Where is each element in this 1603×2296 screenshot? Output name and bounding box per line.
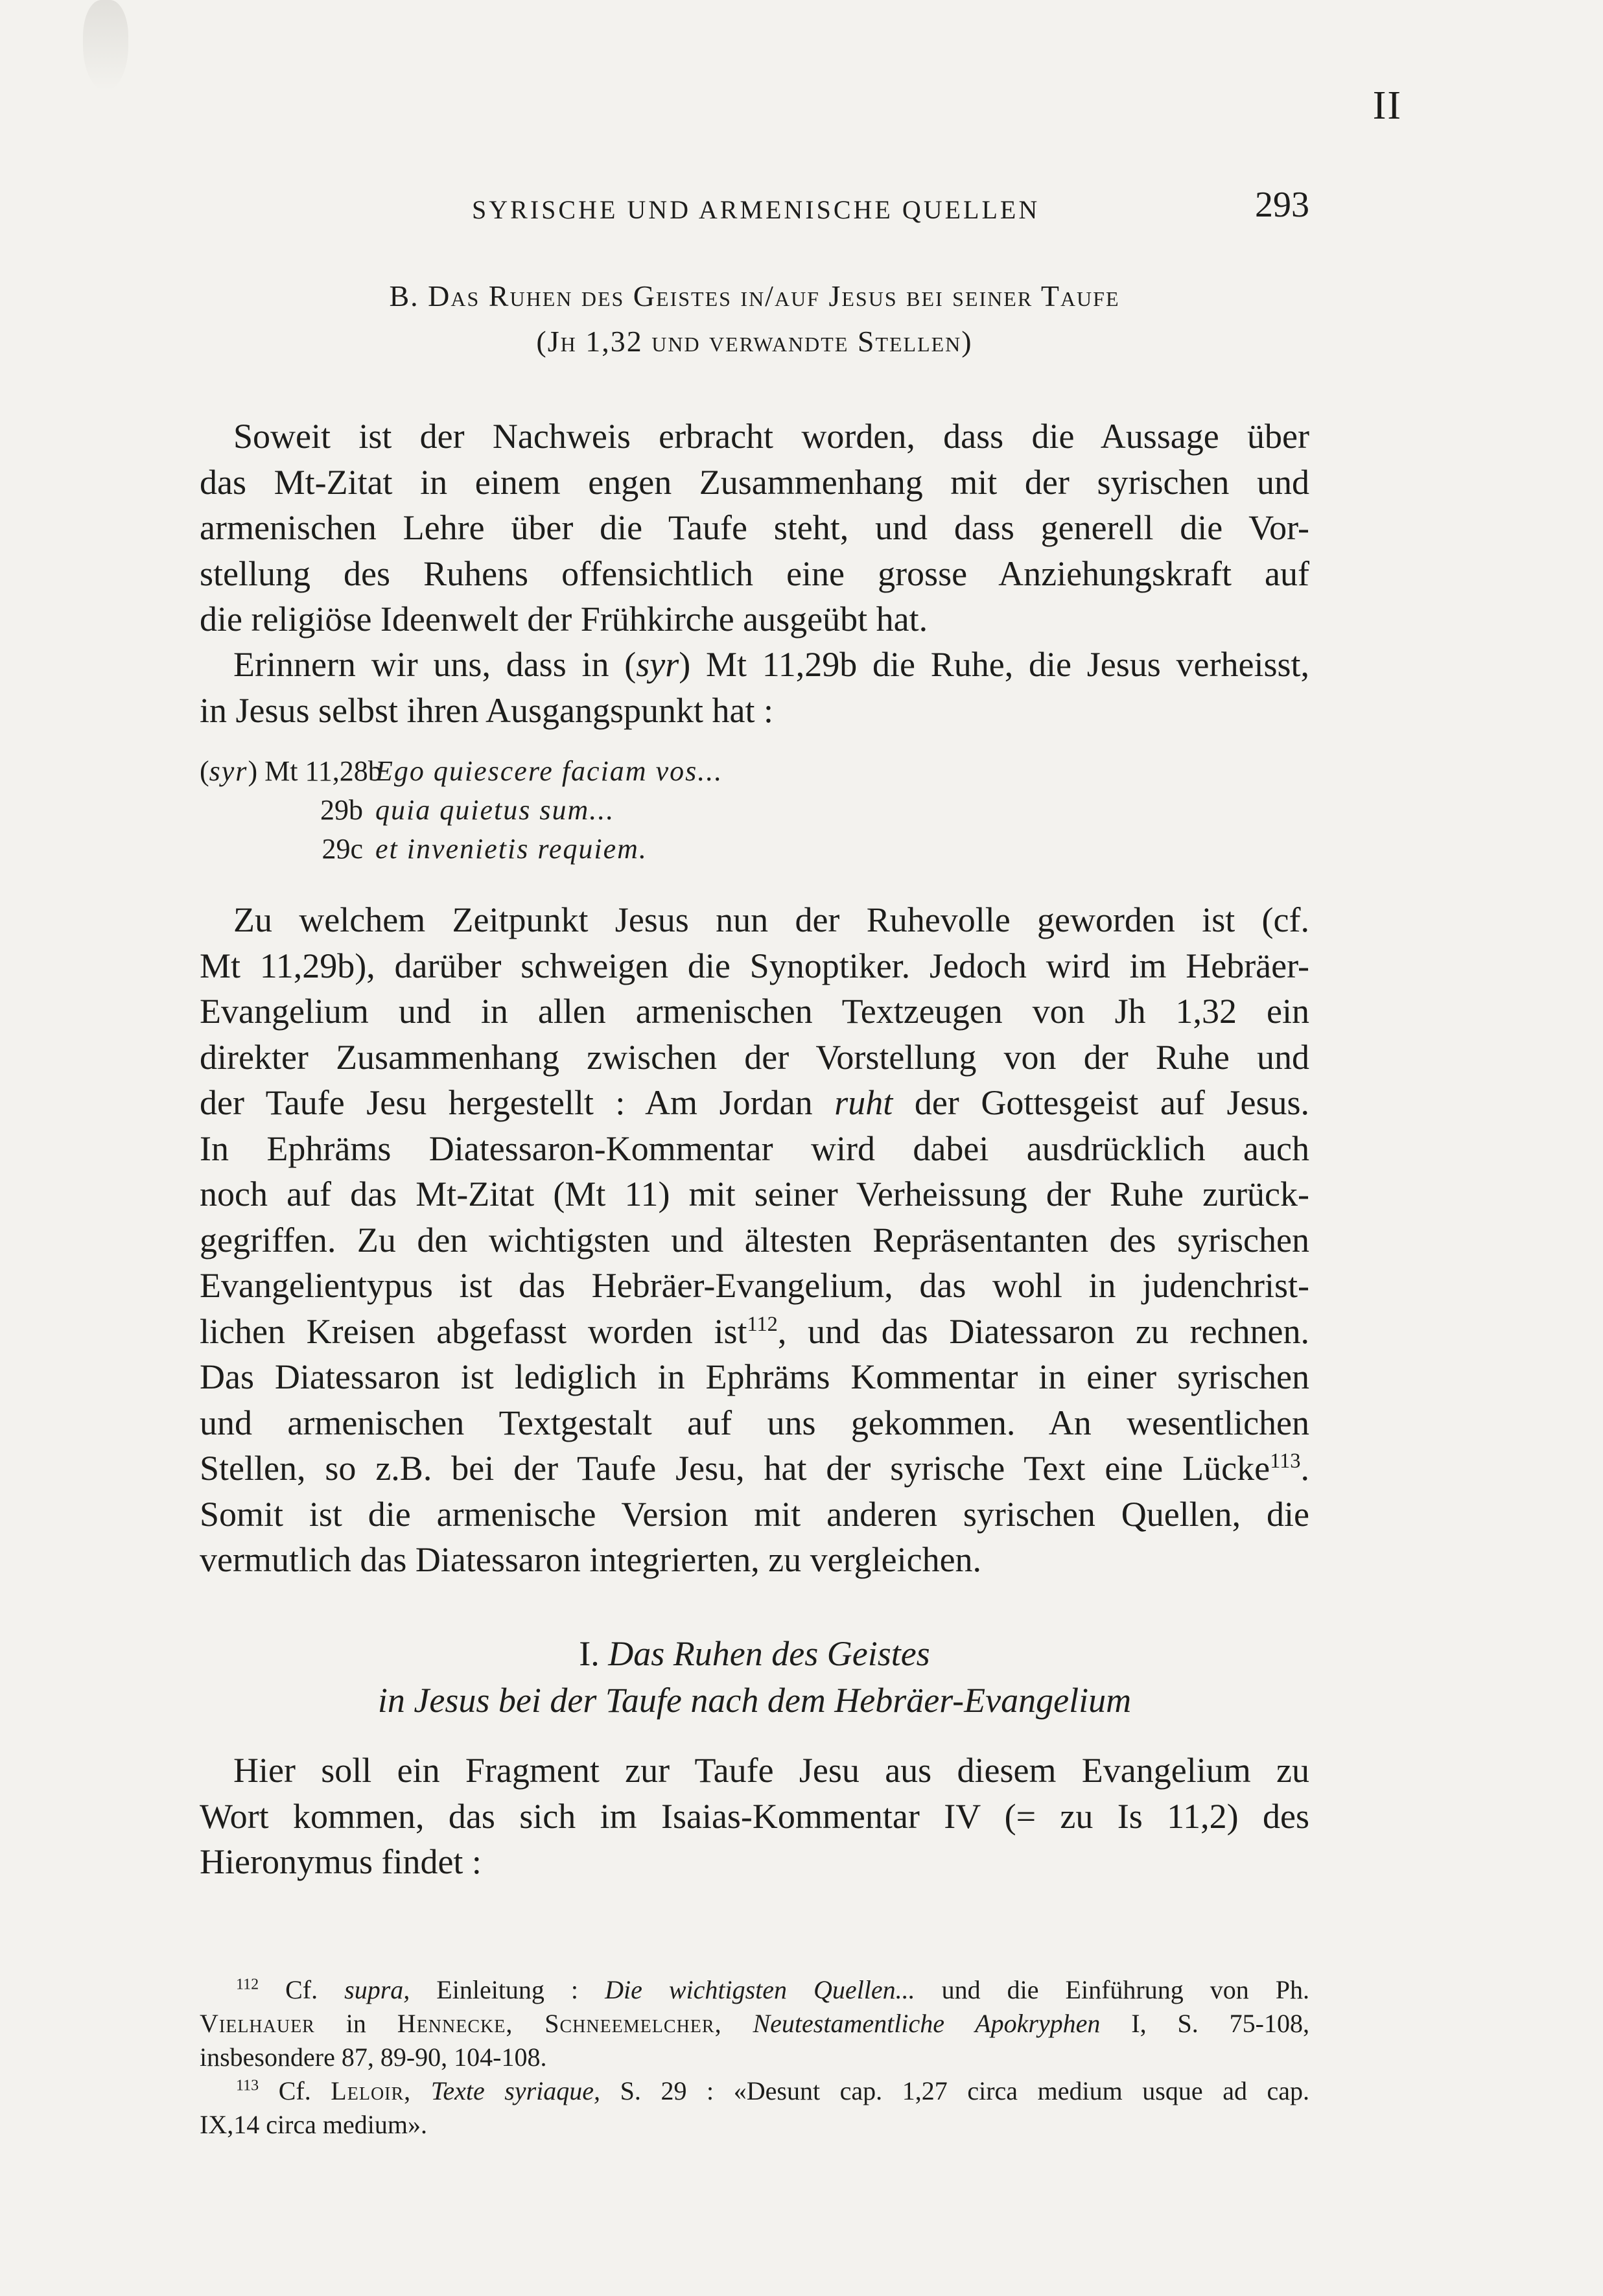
footnote-112-cont: insbesondere 87, 89-90, 104-108. — [200, 2043, 547, 2072]
text-line: Zu welchem Zeitpunkt Jesus nun der Ruhevolle geworden ist (cf. — [233, 900, 1309, 939]
author-name: Leloir, — [331, 2076, 412, 2105]
text-line: Das Diatessaron ist lediglich in Ephräms Kommentar in einer syrischen — [200, 1357, 1309, 1396]
footnote-113 — [200, 2074, 1309, 2108]
text-line: das Mt-Zitat in einem engen Zusammenhang mit der syrischen und — [200, 462, 1309, 502]
footnote-ref[interactable]: 113 — [1270, 1449, 1301, 1473]
footnote-113-cont: IX,14 circa medium». — [200, 2110, 427, 2139]
text-line — [200, 1080, 1309, 1126]
page-number: 293 — [1255, 185, 1309, 225]
italic-run: Neutestamentliche Apokryphen — [753, 2009, 1101, 2038]
text-run: ) Mt 11,29b die Ruhe, die Jesus verheisst, — [679, 645, 1310, 684]
text-line: Hieronymus findet : — [200, 1842, 482, 1881]
quote-ref: 29b — [320, 794, 363, 826]
subsection-heading-line2: in Jesus bei der Taufe nach dem Hebräer-Evangelium — [377, 1681, 1132, 1720]
text-run: Einleitung : — [410, 1975, 605, 2004]
text-run: Cf. — [285, 1975, 318, 2004]
paragraph-2 — [200, 642, 1309, 733]
section-heading-line1: B. Das Ruhen des Geistes in/auf Jesus bei seiner Taufe — [389, 279, 1120, 312]
text-line: Hier soll ein Fragment zur Taufe Jesu aus diesem Evangelium zu — [233, 1751, 1309, 1790]
text-run: Cf. — [278, 2076, 331, 2105]
text-line: In Ephräms Diatessaron-Kommentar wird dabei ausdrücklich auch — [200, 1129, 1309, 1168]
italic-run: Die wichtigsten Quellen... — [605, 1975, 915, 2004]
author-name: Hennecke, Schneemelcher, — [397, 2009, 722, 2038]
text-line: Soweit ist der Nachweis erbracht worden, dass die Aussage über — [233, 417, 1309, 456]
text-run: in — [314, 2009, 397, 2038]
footnote-number: 113 — [236, 2077, 259, 2094]
text-run: und die Einführung von Ph. — [915, 1975, 1310, 2004]
footnotes — [200, 1973, 1309, 2142]
quote-text: et invenietis requiem. — [375, 833, 648, 865]
italic-run: syr — [636, 645, 679, 684]
text-line: noch auf das Mt-Zitat (Mt 11) mit seiner Verheissung der Ruhe zurück- — [200, 1175, 1309, 1213]
author-name: Vielhauer — [200, 2009, 315, 2038]
running-head-title: SYRISCHE UND ARMENISCHE QUELLEN — [472, 195, 1040, 224]
text-line: direkter Zusammenhang zwischen der Vorstellung von der Ruhe und — [200, 1037, 1309, 1077]
quote-ref: 29c — [322, 833, 363, 865]
text-line: die religiöse Ideenwelt der Frühkirche ausgeübt hat. — [200, 600, 928, 638]
quote-row — [200, 791, 723, 830]
subsection-title: Das Ruhen des Geistes — [608, 1634, 930, 1673]
text-run: lichen Kreisen abgefasst worden ist — [200, 1311, 747, 1351]
text-run: Stellen, so z.B. bei der Taufe Jesu, hat der syrische Text eine Lücke — [200, 1449, 1270, 1488]
running-head — [200, 187, 1309, 239]
italic-run: Texte syriaque, — [430, 2076, 601, 2105]
text-line: vermutlich das Diatessaron integrierten, zu vergleichen. — [200, 1540, 982, 1579]
quote-row — [200, 830, 723, 869]
text-run — [722, 2009, 753, 2038]
paragraph-1 — [200, 414, 1309, 642]
scan-smudge — [83, 0, 128, 91]
text-run: S. 29 : «Desunt cap. 1,27 circa medium usque ad cap. — [600, 2076, 1310, 2105]
quote-text: quia quietus sum... — [375, 794, 615, 826]
text-line: gegriffen. Zu den wichtigsten und ältesten Repräsentanten des syrischen — [200, 1220, 1309, 1259]
text-run — [411, 2076, 431, 2105]
footnote-112-cont — [200, 2007, 1309, 2041]
quote-ref: (syr) Mt 11,28b — [200, 755, 382, 787]
footnote-112 — [200, 1973, 1309, 2007]
text-line: Evangelium und in allen armenischen Textzeugen von Jh 1,32 ein — [200, 992, 1309, 1031]
quote-row — [200, 752, 723, 791]
text-line: stellung des Ruhens offensichtlich eine grosse Anziehungskraft auf — [200, 554, 1309, 593]
text-run: I, S. 75-108, — [1100, 2009, 1309, 2038]
section-heading-line2: (Jh 1,32 und verwandte Stellen) — [536, 325, 973, 358]
italic-run: supra, — [344, 1975, 410, 2004]
text-line — [200, 642, 1309, 688]
footnote-number: 112 — [236, 1976, 259, 1993]
text-run: Mt 11,28b — [264, 755, 382, 787]
text-run: . — [1300, 1449, 1309, 1488]
footnote-ref[interactable]: 112 — [747, 1312, 778, 1336]
scripture-quote — [200, 752, 723, 869]
text-line: und armenischen Textgestalt auf uns gekommen. An wesentlichen — [200, 1403, 1309, 1442]
text-line: Evangelientypus ist das Hebräer-Evangelium, das wohl in judenchrist- — [200, 1266, 1309, 1305]
paragraph-3 — [200, 897, 1309, 1583]
text-line: Wort kommen, das sich im Isaias-Kommentar IV (= zu Is 11,2) des — [200, 1796, 1309, 1836]
text-line: armenischen Lehre über die Taufe steht, und dass generell die Vor- — [200, 508, 1309, 547]
quote-text: Ego quiescere faciam vos... — [375, 755, 723, 787]
text-line: Somit ist die armenische Version mit anderen syrischen Quellen, die — [200, 1494, 1309, 1534]
italic-run: syr — [209, 755, 248, 787]
text-line: in Jesus selbst ihren Ausgangspunkt hat : — [200, 690, 773, 730]
text-run: der Taufe Jesu hergestellt : Am Jordan — [200, 1083, 835, 1122]
subsection-heading-line1 — [200, 1634, 1309, 1674]
text-run: , und das Diatessaron zu rechnen. — [777, 1311, 1309, 1351]
text-line — [200, 1446, 1309, 1492]
volume-mark: II — [1372, 84, 1402, 128]
paragraph-4 — [200, 1748, 1309, 1885]
italic-run: ruht — [834, 1083, 893, 1122]
text-run: Erinnern wir uns, dass in ( — [233, 645, 637, 684]
text-run: der Gottesgeist auf Jesus. — [893, 1083, 1310, 1122]
text-line: Mt 11,29b), darüber schweigen die Synoptiker. Jedoch wird im Hebräer- — [200, 946, 1309, 985]
subsection-number: I. — [579, 1634, 600, 1673]
text-line — [200, 1309, 1309, 1355]
